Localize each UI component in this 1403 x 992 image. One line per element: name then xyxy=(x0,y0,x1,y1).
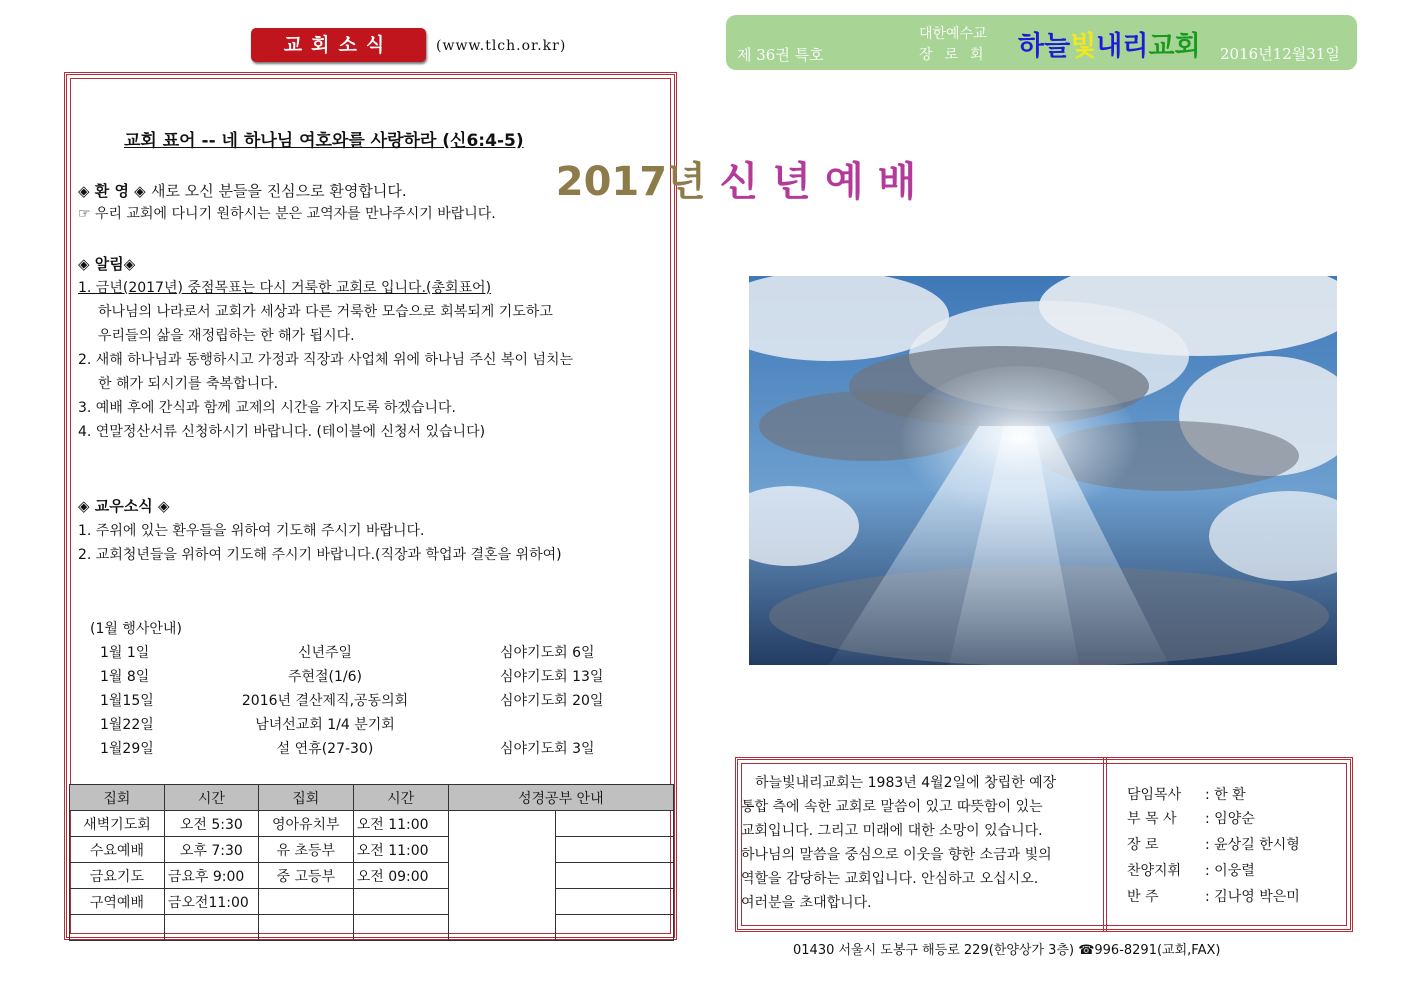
table-cell xyxy=(556,915,674,941)
welcome-title: ◈ 환 영 ◈ xyxy=(78,182,146,200)
notice-line-4: 2. 새해 하나님과 동행하시고 가정과 직장과 사업체 위에 하나님 주신 복이 넘치는 xyxy=(78,352,574,368)
staff-name: : 임양순 xyxy=(1205,811,1255,827)
events-title: (1월 행사안내) xyxy=(90,621,182,637)
table-row xyxy=(70,863,674,889)
event-extra: 심야기도회 20일 xyxy=(500,693,604,709)
table-cell: 유 초등부 xyxy=(258,837,353,863)
church-address: 01430 서울시 도봉구 해등로 229(한양상가 3층) ☎996-8291(교회,FAX) xyxy=(793,943,1221,958)
table-header: 집회 xyxy=(258,785,353,811)
table-row xyxy=(70,811,674,837)
intro-line: 하나님의 말씀을 중심으로 이웃을 향한 소금과 빛의 xyxy=(741,847,1052,863)
table-cell: 오전 11:00 xyxy=(353,811,448,837)
staff-line xyxy=(1127,834,1300,854)
notice-line-6: 3. 예배 후에 간식과 함께 교제의 시간을 가지도록 하겠습니다. xyxy=(78,400,456,416)
table-cell: 금오전11:00 xyxy=(164,889,258,915)
welcome-text: 새로 오신 분들을 진심으로 환영합니다. xyxy=(150,182,407,200)
members-line-2: 2. 교회청년들을 위하여 기도해 주시기 바랍니다.(직장과 학업과 결혼을 위하여) xyxy=(78,547,562,563)
table-cell xyxy=(164,915,258,941)
staff-role: 담임목사 xyxy=(1127,787,1182,803)
event-name: 2016년 결산제직,공동의회 xyxy=(241,693,409,709)
service-heading xyxy=(0,150,1403,207)
event-row xyxy=(100,714,640,734)
staff-role: 장 로 xyxy=(1127,837,1159,853)
notices-title: ◈ 알림◈ xyxy=(78,255,136,273)
event-date: 1월 8일 xyxy=(100,669,150,685)
church-name-part: 내리 xyxy=(1096,31,1149,62)
event-date: 1월 1일 xyxy=(100,645,150,661)
notice-line-1: 1. 금년(2017년) 중점목표는 다시 거룩한 교회로 입니다.(총회표어) xyxy=(78,280,492,296)
table-cell: 오전 5:30 xyxy=(164,811,258,837)
table-cell xyxy=(258,915,353,941)
event-extra: 심야기도회 13일 xyxy=(500,669,604,685)
event-name: 남녀선교회 1/4 분기회 xyxy=(255,717,395,733)
intro-divider xyxy=(1103,757,1107,932)
schedule-table xyxy=(69,784,674,941)
staff-role: 반 주 xyxy=(1127,889,1159,905)
table-row xyxy=(70,915,674,941)
table-cell: 새벽기도회 xyxy=(70,811,165,837)
event-extra: 심야기도회 3일 xyxy=(500,741,595,757)
table-header-row xyxy=(70,785,674,811)
intro-line: 하늘빛내리교회는 1983년 4월2일에 창립한 예장 xyxy=(755,775,1057,791)
table-row xyxy=(70,889,674,915)
table-cell xyxy=(258,889,353,915)
staff-line xyxy=(1127,860,1255,880)
table-cell: 금요후 9:00 xyxy=(164,863,258,889)
notice-line-3: 우리들의 삶을 재정립하는 한 해가 됩시다. xyxy=(98,328,355,344)
table-cell: 금요기도 xyxy=(70,863,165,889)
staff-line xyxy=(1127,808,1255,828)
table-header: 성경공부 안내 xyxy=(448,785,673,811)
event-row xyxy=(100,738,640,758)
welcome-note: ☞ 우리 교회에 다니기 원하시는 분은 교역자를 만나주시기 바랍니다. xyxy=(78,206,496,222)
notice-line-5: 한 해가 되시기를 축복합니다. xyxy=(98,376,279,392)
denomination-label: 대한예수교 xyxy=(919,26,987,42)
table-header: 집회 xyxy=(70,785,165,811)
event-row xyxy=(100,666,640,686)
staff-name: : 윤상길 한시형 xyxy=(1205,837,1300,853)
bible-study-cell xyxy=(448,811,556,941)
staff-role: 찬양지휘 xyxy=(1127,863,1182,879)
table-cell: 오후 7:30 xyxy=(164,837,258,863)
event-date: 1월15일 xyxy=(100,693,154,709)
event-date: 1월29일 xyxy=(100,741,154,757)
table-cell xyxy=(556,837,674,863)
members-title: ◈ 교우소식 ◈ xyxy=(78,497,170,515)
notice-line-7: 4. 연말정산서류 신청하시기 바랍니다. (테이블에 신청서 있습니다) xyxy=(78,424,486,440)
event-name: 주현절(1/6) xyxy=(287,669,363,685)
staff-line xyxy=(1127,886,1300,906)
members-line-1: 1. 주위에 있는 환우들을 위하여 기도해 주시기 바랍니다. xyxy=(78,523,425,539)
table-cell xyxy=(353,889,448,915)
service-year: 2017년 xyxy=(555,159,706,205)
staff-name: : 김나영 박은미 xyxy=(1205,889,1300,905)
intro-line: 역할을 감당하는 교회입니다. 안심하고 오십시오. xyxy=(741,871,1039,887)
table-cell xyxy=(556,863,674,889)
event-extra: 심야기도회 6일 xyxy=(500,645,595,661)
church-name-part: 빛 xyxy=(1070,31,1097,62)
intro-line: 통합 측에 속한 교회로 말씀이 있고 따뜻함이 있는 xyxy=(741,799,1043,815)
table-cell: 중 고등부 xyxy=(258,863,353,889)
table-cell: 오전 09:00 xyxy=(353,863,448,889)
table-cell: 오전 11:00 xyxy=(353,837,448,863)
table-cell: 구역예배 xyxy=(70,889,165,915)
table-cell: 영아유치부 xyxy=(258,811,353,837)
notice-line-2: 하나님의 나라로서 교회가 세상과 다른 거룩한 모습으로 회복되게 기도하고 xyxy=(98,304,553,320)
intro-line: 교회입니다. 그리고 미래에 대한 소망이 있습니다. xyxy=(741,823,1043,839)
church-news-header: 교회소식 xyxy=(251,28,426,62)
event-date: 1월22일 xyxy=(100,717,154,733)
staff-line xyxy=(1127,784,1246,804)
event-row xyxy=(100,690,640,710)
intro-line: 여러분을 초대합니다. xyxy=(741,895,872,911)
service-title: 신년예배 xyxy=(719,159,931,205)
table-cell: 수요예배 xyxy=(70,837,165,863)
volume-label: 제 36권 특호 xyxy=(737,46,824,64)
staff-name: : 한 환 xyxy=(1205,787,1246,803)
event-name: 신년주일 xyxy=(297,645,353,661)
church-name xyxy=(1018,24,1201,63)
website-url[interactable]: (www.tlch.or.kr) xyxy=(436,38,567,54)
church-motto: 교회 표어 -- 네 하나님 여호와를 사랑하라 (신6:4-5) xyxy=(124,131,524,151)
sky-sunbeam-photo xyxy=(749,276,1337,665)
table-cell xyxy=(353,915,448,941)
table-header: 시간 xyxy=(164,785,258,811)
event-name: 설 연휴(27-30) xyxy=(276,741,374,757)
presbyterian-label: 장로회 xyxy=(919,47,996,63)
church-name-part: 교회 xyxy=(1148,31,1201,62)
event-row xyxy=(100,642,640,662)
staff-name: : 이웅렬 xyxy=(1205,863,1255,879)
table-row xyxy=(70,837,674,863)
table-header: 시간 xyxy=(353,785,448,811)
bulletin-date: 2016년12월31일 xyxy=(1220,45,1340,63)
table-cell xyxy=(556,889,674,915)
church-name-part: 하늘 xyxy=(1018,31,1071,62)
staff-role: 부 목 사 xyxy=(1127,811,1177,827)
table-cell xyxy=(556,811,674,837)
table-cell xyxy=(70,915,165,941)
